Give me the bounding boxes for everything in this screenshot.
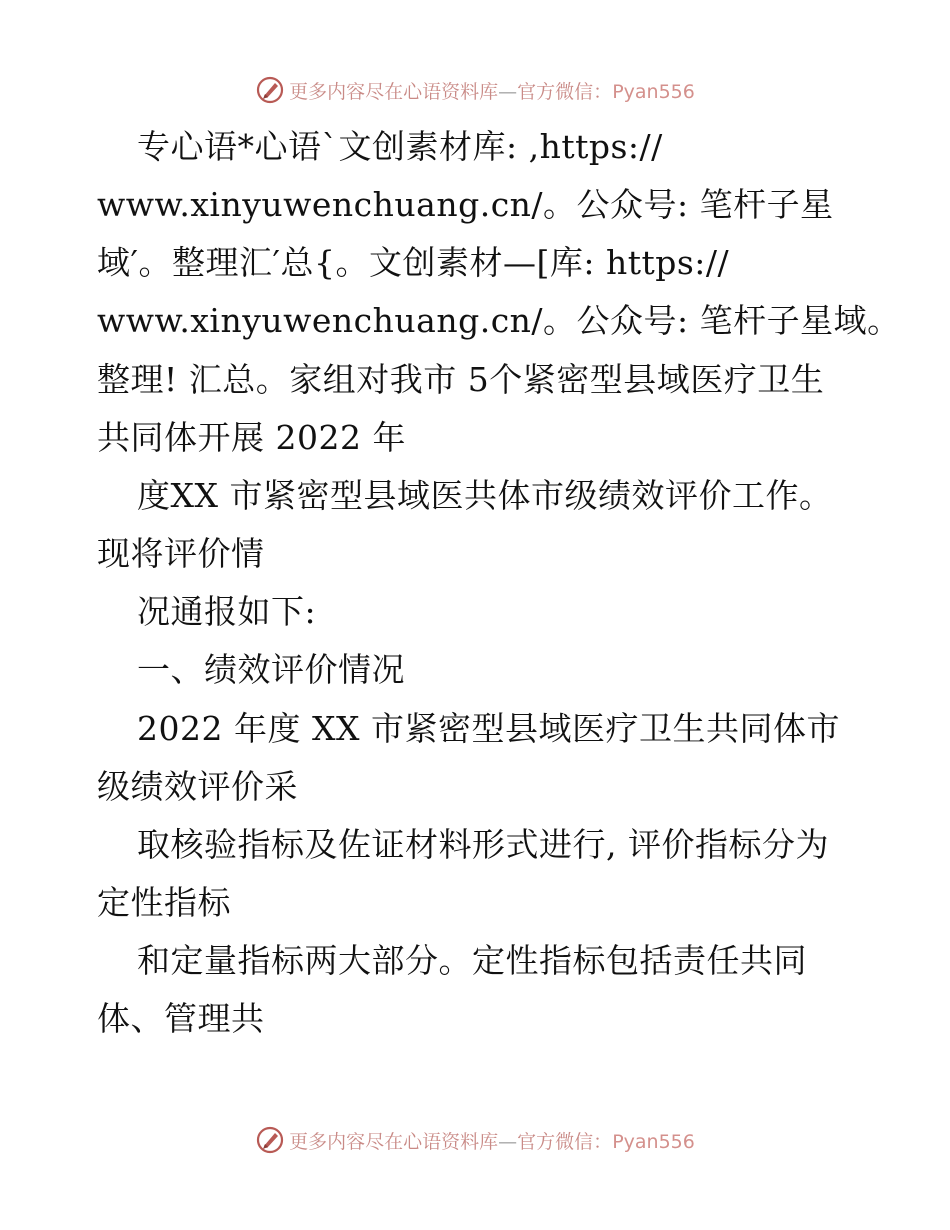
watermark-title: 更多内容尽在心语资料库 bbox=[289, 1130, 499, 1153]
body-line: 现将评价情 bbox=[97, 534, 265, 573]
body-line: 体、管理共 bbox=[97, 999, 265, 1038]
body-line: 和定量指标两大部分。定性指标包括责任共同 bbox=[137, 941, 807, 980]
watermark-wechat-label: 官方微信： bbox=[517, 80, 613, 103]
body-line: www.xinyuwenchuang.cn/。公众号: 笔杆子星 bbox=[97, 185, 834, 224]
body-line: 整理! 汇总。家组对我市 5个紧密型县域医疗卫生 bbox=[97, 360, 825, 399]
section-heading: 一、绩效评价情况 bbox=[137, 650, 405, 689]
watermark-separator: — bbox=[498, 80, 518, 103]
watermark-account: Pyan556 bbox=[612, 1130, 695, 1153]
body-line: 取核验指标及佐证材料形式进行, 评价指标分为 bbox=[137, 825, 829, 864]
body-line: 2022 年度 XX 市紧密型县域医疗卫生共同体市 bbox=[137, 709, 840, 748]
body-line: www.xinyuwenchuang.cn/。公众号: 笔杆子星域。 bbox=[97, 301, 901, 340]
body-line: 专心语*心语`文创素材库: ,https:// bbox=[137, 127, 663, 166]
watermark-wechat-label: 官方微信： bbox=[517, 1130, 613, 1153]
footer-watermark bbox=[0, 1120, 950, 1160]
body-line: 域′。整理汇′总{。文创素材—[库: https:// bbox=[97, 243, 730, 282]
body-line: 度XX 市紧密型县域医共体市级绩效评价工作。 bbox=[137, 476, 833, 515]
watermark-account: Pyan556 bbox=[612, 80, 695, 103]
body-line: 级绩效评价采 bbox=[97, 767, 298, 806]
body-line: 共同体开展 2022 年 bbox=[97, 418, 406, 457]
body-line: 定性指标 bbox=[97, 883, 231, 922]
body-line: 况通报如下: bbox=[137, 592, 317, 631]
pen-seal-icon bbox=[255, 1125, 285, 1155]
watermark-separator: — bbox=[498, 1130, 518, 1153]
watermark-title: 更多内容尽在心语资料库 bbox=[289, 80, 499, 103]
